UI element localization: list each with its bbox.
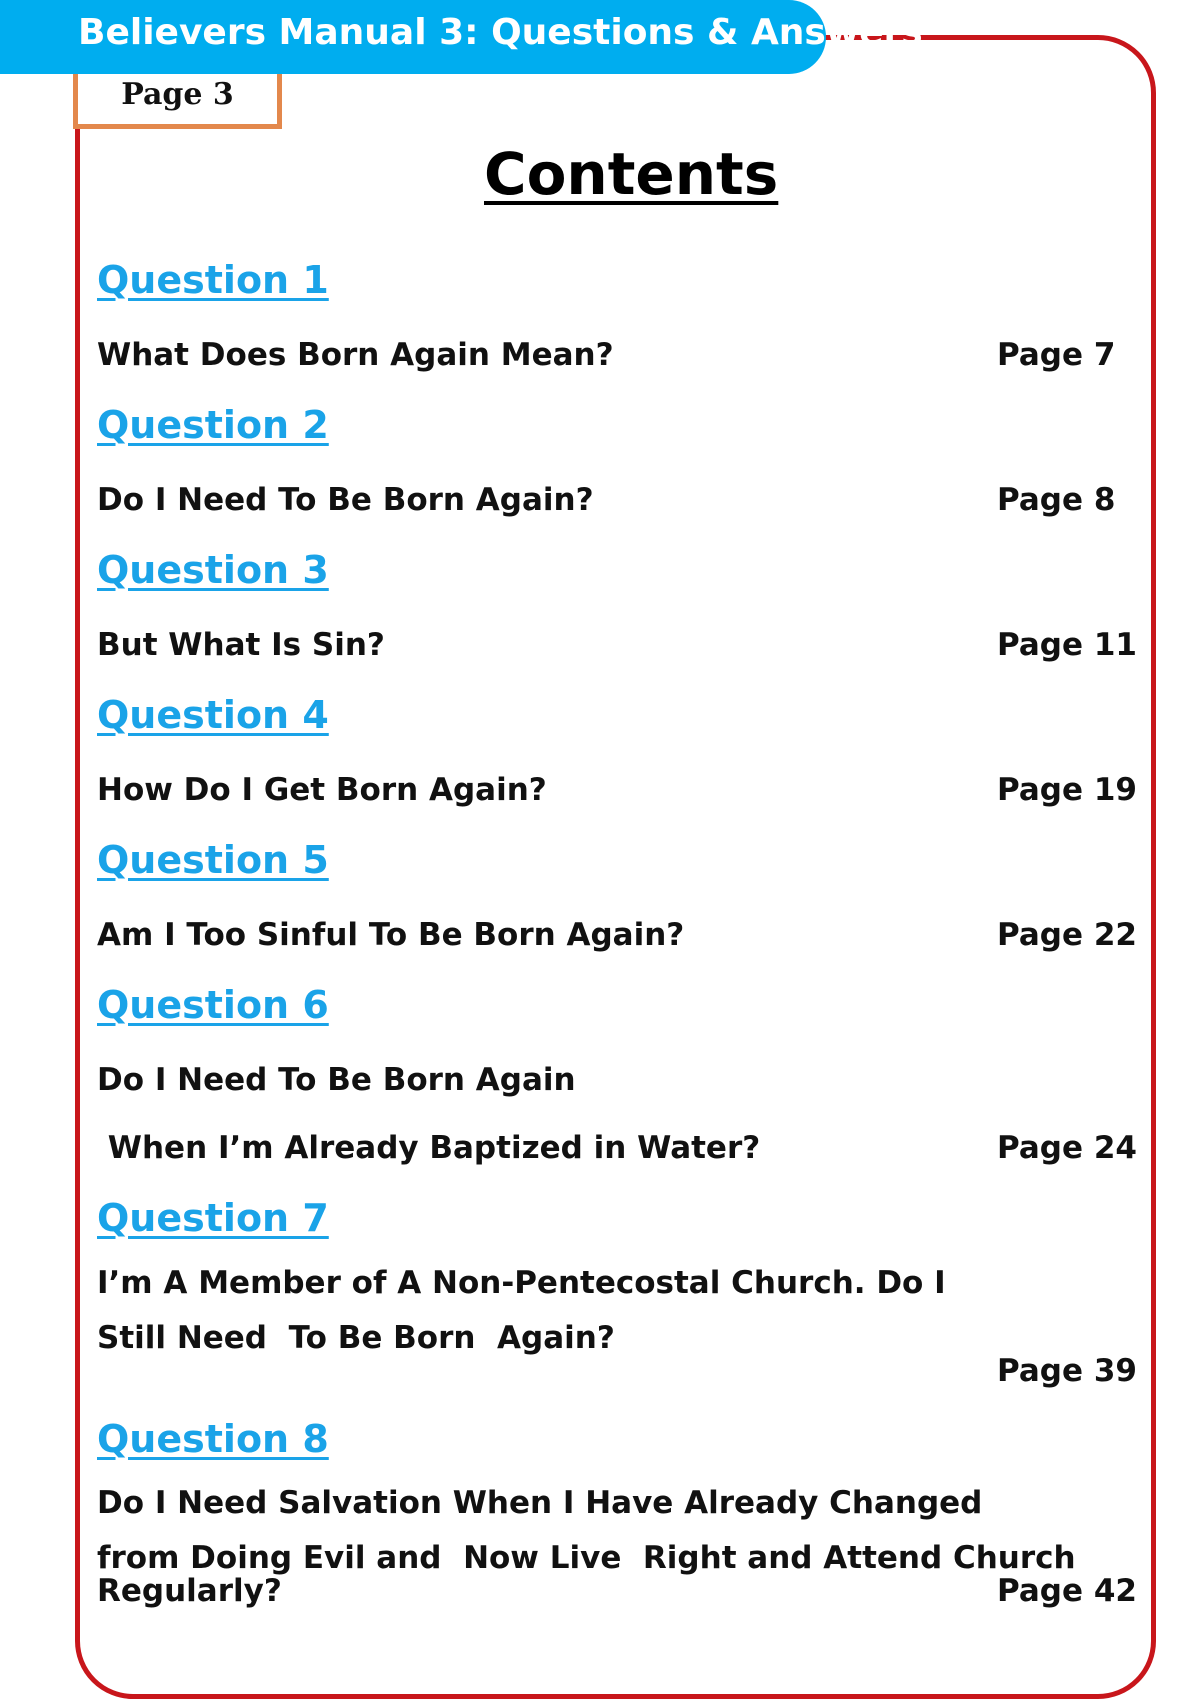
- question-1-title: What Does Born Again Mean?: [97, 337, 614, 373]
- question-4-title: How Do I Get Born Again?: [97, 772, 547, 808]
- question-8-title-line-1: Do I Need Salvation When I Have Already Changed: [97, 1485, 983, 1521]
- question-6-title-line-1: Do I Need To Be Born Again: [97, 1062, 576, 1098]
- question-5-page: Page 22: [997, 917, 1137, 953]
- question-8-title-line-2: from Doing Evil and Now Live Right and Attend Church: [97, 1540, 1076, 1576]
- question-3-title: But What Is Sin?: [97, 627, 385, 663]
- question-4-page: Page 19: [997, 772, 1137, 808]
- question-8-title-line-3: Regularly?: [97, 1573, 282, 1609]
- question-6-title-line-2: When I’m Already Baptized in Water?: [97, 1130, 761, 1166]
- question-2-page: Page 8: [997, 482, 1116, 518]
- question-6-page: Page 24: [997, 1130, 1137, 1166]
- question-2-title: Do I Need To Be Born Again?: [97, 482, 594, 518]
- question-7-page: Page 39: [997, 1353, 1137, 1389]
- question-2-link[interactable]: Question 2: [97, 403, 329, 447]
- contents-heading: Contents: [484, 140, 779, 208]
- question-8-page: Page 42: [997, 1573, 1137, 1609]
- question-3-link[interactable]: Question 3: [97, 548, 329, 592]
- page-number-box: [73, 74, 282, 129]
- manual-title: Believers Manual 3: Questions & Answers: [78, 12, 923, 53]
- question-1-link[interactable]: Question 1: [97, 258, 329, 302]
- question-6-link[interactable]: Question 6: [97, 983, 329, 1027]
- question-4-link[interactable]: Question 4: [97, 693, 329, 737]
- question-7-title-line-1: I’m A Member of A Non-Pentecostal Church. Do I: [97, 1265, 946, 1301]
- question-1-page: Page 7: [997, 337, 1116, 373]
- question-5-link[interactable]: Question 5: [97, 838, 329, 882]
- page-number-label: Page 3: [121, 77, 234, 112]
- question-3-page: Page 11: [997, 627, 1137, 663]
- question-8-link[interactable]: Question 8: [97, 1417, 329, 1461]
- question-7-title-line-2: Still Need To Be Born Again?: [97, 1320, 615, 1356]
- question-5-title: Am I Too Sinful To Be Born Again?: [97, 917, 685, 953]
- question-7-link[interactable]: Question 7: [97, 1196, 329, 1240]
- header-banner: [0, 0, 923, 74]
